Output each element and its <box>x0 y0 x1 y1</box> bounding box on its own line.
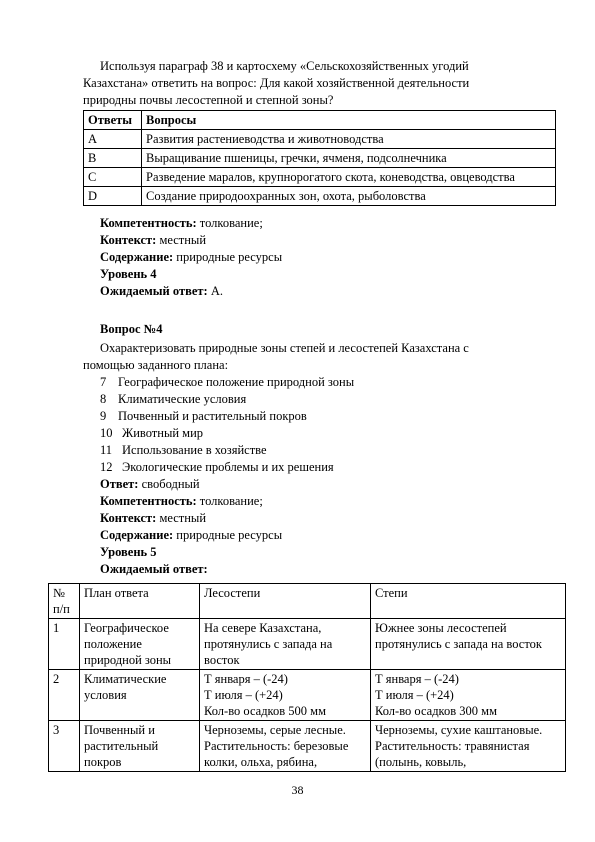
forest-steppe-cell <box>200 670 371 721</box>
context-line <box>100 232 282 249</box>
context-value: местный <box>156 511 207 525</box>
meta-block-2 <box>100 476 282 578</box>
plan-cell: Почвенный и растительный покров <box>80 721 200 772</box>
header-cell: Степи <box>371 584 566 619</box>
question-paragraph <box>83 340 553 374</box>
cell-line: Т июля – (+24) <box>204 688 283 702</box>
answer-key: С <box>84 168 142 187</box>
list-text: Экологические проблемы и их решения <box>122 460 334 474</box>
header-cell: Ответы <box>84 111 142 130</box>
question-line: Охарактеризовать природные зоны степей и лесостепей Казахстана с <box>100 341 469 355</box>
question-title: Вопрос №4 <box>100 322 163 336</box>
intro-line: Используя параграф 38 и картосхему «Сельскохозяйственных угодий <box>100 59 469 73</box>
cell-line: Кол-во осадков 300 мм <box>375 704 497 718</box>
content-line <box>100 249 282 266</box>
forest-steppe-cell: Черноземы, серые лесные. Растительность: березовые колки, ольха, рябина, <box>200 721 371 772</box>
table-header-row <box>49 584 566 619</box>
forest-steppe-cell: На севере Казахстана, протянулись с запада на восток <box>200 619 371 670</box>
row-number: 2 <box>49 670 80 721</box>
table-row <box>49 670 566 721</box>
plan-cell: Климатические условия <box>80 670 200 721</box>
context-line <box>100 510 282 527</box>
list-number: 9 <box>100 409 107 423</box>
context-value: местный <box>156 233 207 247</box>
table-row <box>84 187 556 206</box>
cell-line: Т июля – (+24) <box>375 688 454 702</box>
plan-list <box>100 374 354 476</box>
expected-value: А. <box>207 284 223 298</box>
answer-value: свободный <box>138 477 200 491</box>
steppe-cell <box>371 670 566 721</box>
question-line: помощью заданного плана: <box>83 358 229 372</box>
competence-value: толкование; <box>196 494 263 508</box>
answer-label: Ответ: <box>100 477 139 491</box>
row-number: 1 <box>49 619 80 670</box>
cell-line: Кол-во осадков 500 мм <box>204 704 326 718</box>
table-row <box>84 168 556 187</box>
row-number: 3 <box>49 721 80 772</box>
answer-text: Развития растениеводства и животноводства <box>142 130 556 149</box>
content-label: Содержание: <box>100 250 174 264</box>
competence-label: Компетентность: <box>100 216 197 230</box>
list-text: Почвенный и растительный покров <box>118 409 307 423</box>
plan-cell: Географическое положение природной зоны <box>80 619 200 670</box>
context-label: Контекст: <box>100 511 157 525</box>
cell-line: Т января – (-24) <box>375 672 459 686</box>
content-value: природные ресурсы <box>173 528 283 542</box>
expected-line <box>100 283 282 300</box>
list-item <box>100 391 354 408</box>
table-row <box>49 619 566 670</box>
list-item <box>100 425 354 442</box>
cell-line: Т января – (-24) <box>204 672 288 686</box>
list-number: 8 <box>100 392 107 406</box>
answer-text: Разведение маралов, крупнорогатого скота, коневодства, овцеводства <box>142 168 556 187</box>
competence-line <box>100 493 282 510</box>
expected-label: Ожидаемый ответ: <box>100 284 208 298</box>
header-cell: План ответа <box>80 584 200 619</box>
level-line: Уровень 4 <box>100 267 157 281</box>
header-cell: Вопросы <box>142 111 556 130</box>
table-row <box>49 721 566 772</box>
table-header-row <box>84 111 556 130</box>
list-text: Климатические условия <box>118 392 247 406</box>
competence-value: толкование; <box>196 216 263 230</box>
meta-block-1 <box>100 215 282 300</box>
list-text: Животный мир <box>122 426 204 440</box>
content-label: Содержание: <box>100 528 174 542</box>
list-item <box>100 459 354 476</box>
page-number: 38 <box>291 783 304 797</box>
header-cell: № п/п <box>49 584 80 619</box>
answer-key: А <box>84 130 142 149</box>
list-number: 7 <box>100 375 107 389</box>
answer-line <box>100 476 282 493</box>
header-cell: Лесостепи <box>200 584 371 619</box>
answer-key: D <box>84 187 142 206</box>
competence-label: Компетентность: <box>100 494 197 508</box>
intro-line: Казахстана» ответить на вопрос: Для какой хозяйственной деятельности <box>83 76 470 90</box>
intro-line: природны почвы лесостепной и степной зоны? <box>83 93 334 107</box>
list-item <box>100 442 354 459</box>
content-line <box>100 527 282 544</box>
plan-table <box>48 583 566 772</box>
list-number: 10 <box>100 426 113 440</box>
steppe-cell: Южнее зоны лесостепей протянулись с запада на восток <box>371 619 566 670</box>
list-text: Использование в хозяйстве <box>122 443 267 457</box>
answers-table <box>83 110 556 206</box>
list-item <box>100 408 354 425</box>
table-row <box>84 149 556 168</box>
content-value: природные ресурсы <box>173 250 283 264</box>
list-item <box>100 374 354 391</box>
steppe-cell: Черноземы, сухие каштановые. Растительность: травянистая (полынь, ковыль, <box>371 721 566 772</box>
answer-text: Выращивание пшеницы, гречки, ячменя, подсолнечника <box>142 149 556 168</box>
table-row <box>84 130 556 149</box>
expected-label: Ожидаемый ответ: <box>100 562 208 576</box>
level-line: Уровень 5 <box>100 545 157 559</box>
answer-key: В <box>84 149 142 168</box>
context-label: Контекст: <box>100 233 157 247</box>
list-text: Географическое положение природной зоны <box>118 375 355 389</box>
list-number: 12 <box>100 460 113 474</box>
competence-line <box>100 215 282 232</box>
intro-paragraph <box>83 58 553 109</box>
answer-text: Создание природоохранных зон, охота, рыболовства <box>142 187 556 206</box>
list-number: 11 <box>100 443 113 457</box>
